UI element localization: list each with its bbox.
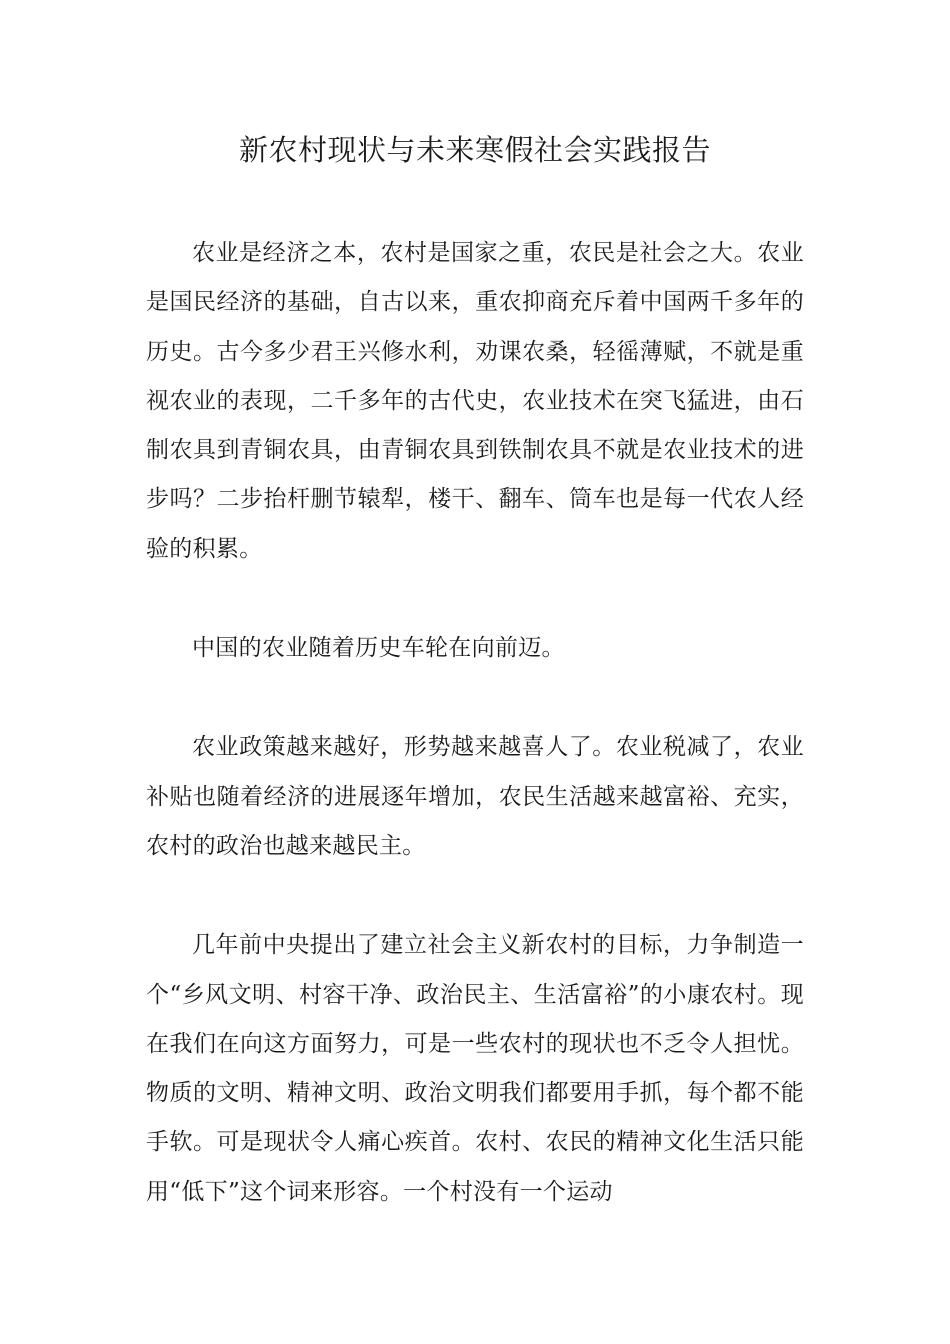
document-title: 新农村现状与未来寒假社会实践报告	[238, 133, 711, 167]
paragraph-1: 农业是经济之本，农村是国家之重，农民是社会之大。农业是国民经济的基础，自古以来，重农抑商充斥着中国两千多年的历史。古今多少君王兴修水利，劝课农桑，轻徭薄赋，不就是重视农业的表现，二千多年的古代史，农业技术在突飞猛进，由石制农具到青铜农具，由青铜农具到铁制农具不就是农业技术的进步吗？二步抬杆删节辕犁，楼干、翻车、筒车也是每一代农人经验的积累。	[146, 240, 804, 562]
document-body	[146, 229, 804, 1267]
paragraph-2: 中国的农业随着历史车轮在向前迈。	[192, 635, 565, 662]
paragraph-4: 几年前中央提出了建立社会主义新农村的目标，力争制造一个“乡风文明、村容干净、政治民主、生活富裕”的小康农村。现在我们在向这方面努力，可是一些农村的现状也不乏令人担忧。物质的文明、精神文明、政治文明我们都要用手抓，每个都不能手软。可是现状令人痛心疾首。农村、农民的精神文化生活只能用“低下”这个词来形容。一个村没有一个运动	[146, 932, 804, 1205]
paragraph-3: 农业政策越来越好，形势越来越喜人了。农业税减了，农业补贴也随着经济的进展逐年增加，农民生活越来越富裕、充实，农村的政治也越来越民主。	[146, 734, 804, 859]
